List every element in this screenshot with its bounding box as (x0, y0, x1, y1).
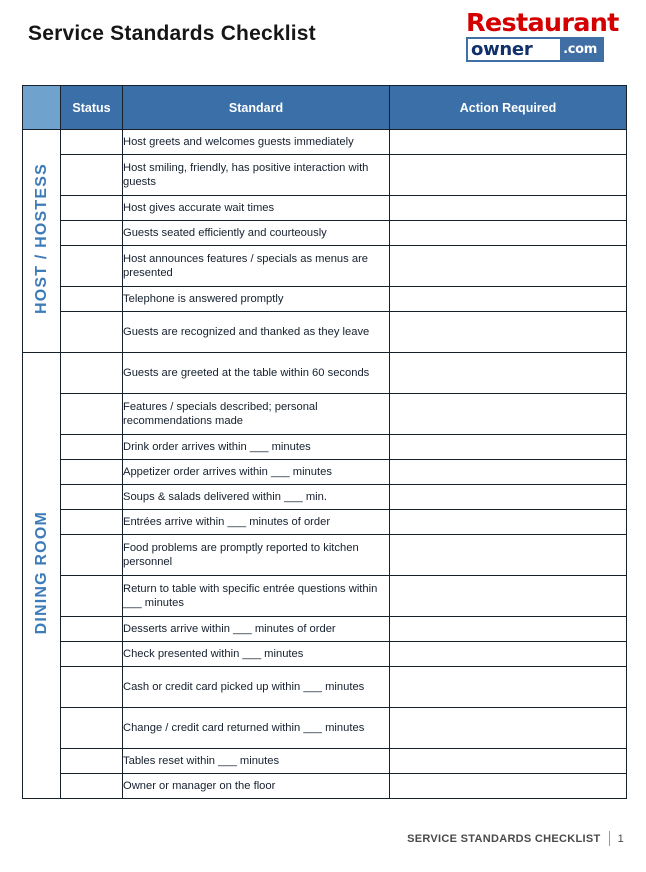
standard-cell: Desserts arrive within ___ minutes of order (123, 617, 390, 642)
table-row (23, 130, 627, 155)
status-cell[interactable] (61, 510, 123, 535)
standard-cell: Host announces features / specials as menus are presented (123, 246, 390, 287)
status-cell[interactable] (61, 617, 123, 642)
table-row (23, 394, 627, 435)
page-title: Service Standards Checklist (28, 22, 316, 45)
standard-cell: Drink order arrives within ___ minutes (123, 435, 390, 460)
table-body (23, 130, 627, 799)
action-required-cell[interactable] (390, 394, 627, 435)
table-row (23, 196, 627, 221)
status-cell[interactable] (61, 667, 123, 708)
table-row (23, 246, 627, 287)
logo-owner-block (466, 37, 604, 62)
checklist-table-container (22, 85, 626, 799)
table-row (23, 287, 627, 312)
status-cell[interactable] (61, 749, 123, 774)
action-required-cell[interactable] (390, 287, 627, 312)
table-header (23, 86, 627, 130)
action-required-cell[interactable] (390, 510, 627, 535)
status-cell[interactable] (61, 353, 123, 394)
table-row (23, 617, 627, 642)
section-label-text: HOST / HOSTESS (32, 162, 50, 315)
status-cell[interactable] (61, 312, 123, 353)
standard-cell: Change / credit card returned within ___ minutes (123, 708, 390, 749)
action-required-cell[interactable] (390, 642, 627, 667)
logo-restaurant-text: Restaurant (466, 8, 619, 37)
restaurant-owner-logo (466, 8, 619, 62)
standard-cell: Host greets and welcomes guests immediately (123, 130, 390, 155)
action-required-cell[interactable] (390, 708, 627, 749)
table-row (23, 642, 627, 667)
status-cell[interactable] (61, 196, 123, 221)
page-footer (407, 831, 624, 846)
table-row (23, 435, 627, 460)
standard-cell: Host gives accurate wait times (123, 196, 390, 221)
action-required-cell[interactable] (390, 196, 627, 221)
table-row (23, 485, 627, 510)
action-required-cell[interactable] (390, 576, 627, 617)
header-cell-status: Status (61, 86, 123, 130)
table-row (23, 221, 627, 246)
footer-page-number: 1 (617, 832, 624, 845)
table-row (23, 312, 627, 353)
status-cell[interactable] (61, 576, 123, 617)
status-cell[interactable] (61, 287, 123, 312)
header-cell-section (23, 86, 61, 130)
status-cell[interactable] (61, 130, 123, 155)
logo-com-text: .com (560, 39, 602, 60)
status-cell[interactable] (61, 485, 123, 510)
standard-cell: Cash or credit card picked up within ___ minutes (123, 667, 390, 708)
standard-cell: Features / specials described; personal recommendations made (123, 394, 390, 435)
action-required-cell[interactable] (390, 155, 627, 196)
section-label-text: DINING ROOM (32, 511, 50, 635)
action-required-cell[interactable] (390, 485, 627, 510)
table-row (23, 774, 627, 799)
standard-cell: Owner or manager on the floor (123, 774, 390, 799)
standard-cell: Check presented within ___ minutes (123, 642, 390, 667)
standard-cell: Entrées arrive within ___ minutes of order (123, 510, 390, 535)
status-cell[interactable] (61, 642, 123, 667)
action-required-cell[interactable] (390, 312, 627, 353)
table-row (23, 576, 627, 617)
status-cell[interactable] (61, 460, 123, 485)
action-required-cell[interactable] (390, 667, 627, 708)
status-cell[interactable] (61, 535, 123, 576)
action-required-cell[interactable] (390, 749, 627, 774)
action-required-cell[interactable] (390, 130, 627, 155)
table-row (23, 535, 627, 576)
standard-cell: Tables reset within ___ minutes (123, 749, 390, 774)
standard-cell: Guests are recognized and thanked as they leave (123, 312, 390, 353)
standard-cell: Food problems are promptly reported to kitchen personnel (123, 535, 390, 576)
status-cell[interactable] (61, 221, 123, 246)
status-cell[interactable] (61, 155, 123, 196)
footer-label: SERVICE STANDARDS CHECKLIST (407, 832, 601, 845)
standard-cell: Soups & salads delivered within ___ min. (123, 485, 390, 510)
standard-cell: Return to table with specific entrée questions within ___ minutes (123, 576, 390, 617)
action-required-cell[interactable] (390, 535, 627, 576)
table-row (23, 510, 627, 535)
status-cell[interactable] (61, 394, 123, 435)
status-cell[interactable] (61, 246, 123, 287)
standard-cell: Host smiling, friendly, has positive interaction with guests (123, 155, 390, 196)
service-standards-table (22, 85, 627, 799)
header-cell-action-required: Action Required (390, 86, 627, 130)
table-row (23, 460, 627, 485)
section-label-cell (23, 130, 61, 353)
action-required-cell[interactable] (390, 435, 627, 460)
standard-cell: Telephone is answered promptly (123, 287, 390, 312)
table-row (23, 708, 627, 749)
status-cell[interactable] (61, 708, 123, 749)
page-header (0, 0, 646, 78)
standard-cell: Appetizer order arrives within ___ minutes (123, 460, 390, 485)
table-row (23, 749, 627, 774)
action-required-cell[interactable] (390, 617, 627, 642)
table-row (23, 155, 627, 196)
table-row (23, 667, 627, 708)
standard-cell: Guests seated efficiently and courteously (123, 221, 390, 246)
section-label-cell (23, 353, 61, 799)
table-header-row (23, 86, 627, 130)
action-required-cell[interactable] (390, 353, 627, 394)
status-cell[interactable] (61, 774, 123, 799)
action-required-cell[interactable] (390, 246, 627, 287)
status-cell[interactable] (61, 435, 123, 460)
action-required-cell[interactable] (390, 221, 627, 246)
logo-owner-text: owner (471, 39, 533, 60)
action-required-cell[interactable] (390, 774, 627, 799)
footer-divider (609, 831, 610, 846)
header-cell-standard: Standard (123, 86, 390, 130)
standard-cell: Guests are greeted at the table within 60 seconds (123, 353, 390, 394)
table-row (23, 353, 627, 394)
action-required-cell[interactable] (390, 460, 627, 485)
